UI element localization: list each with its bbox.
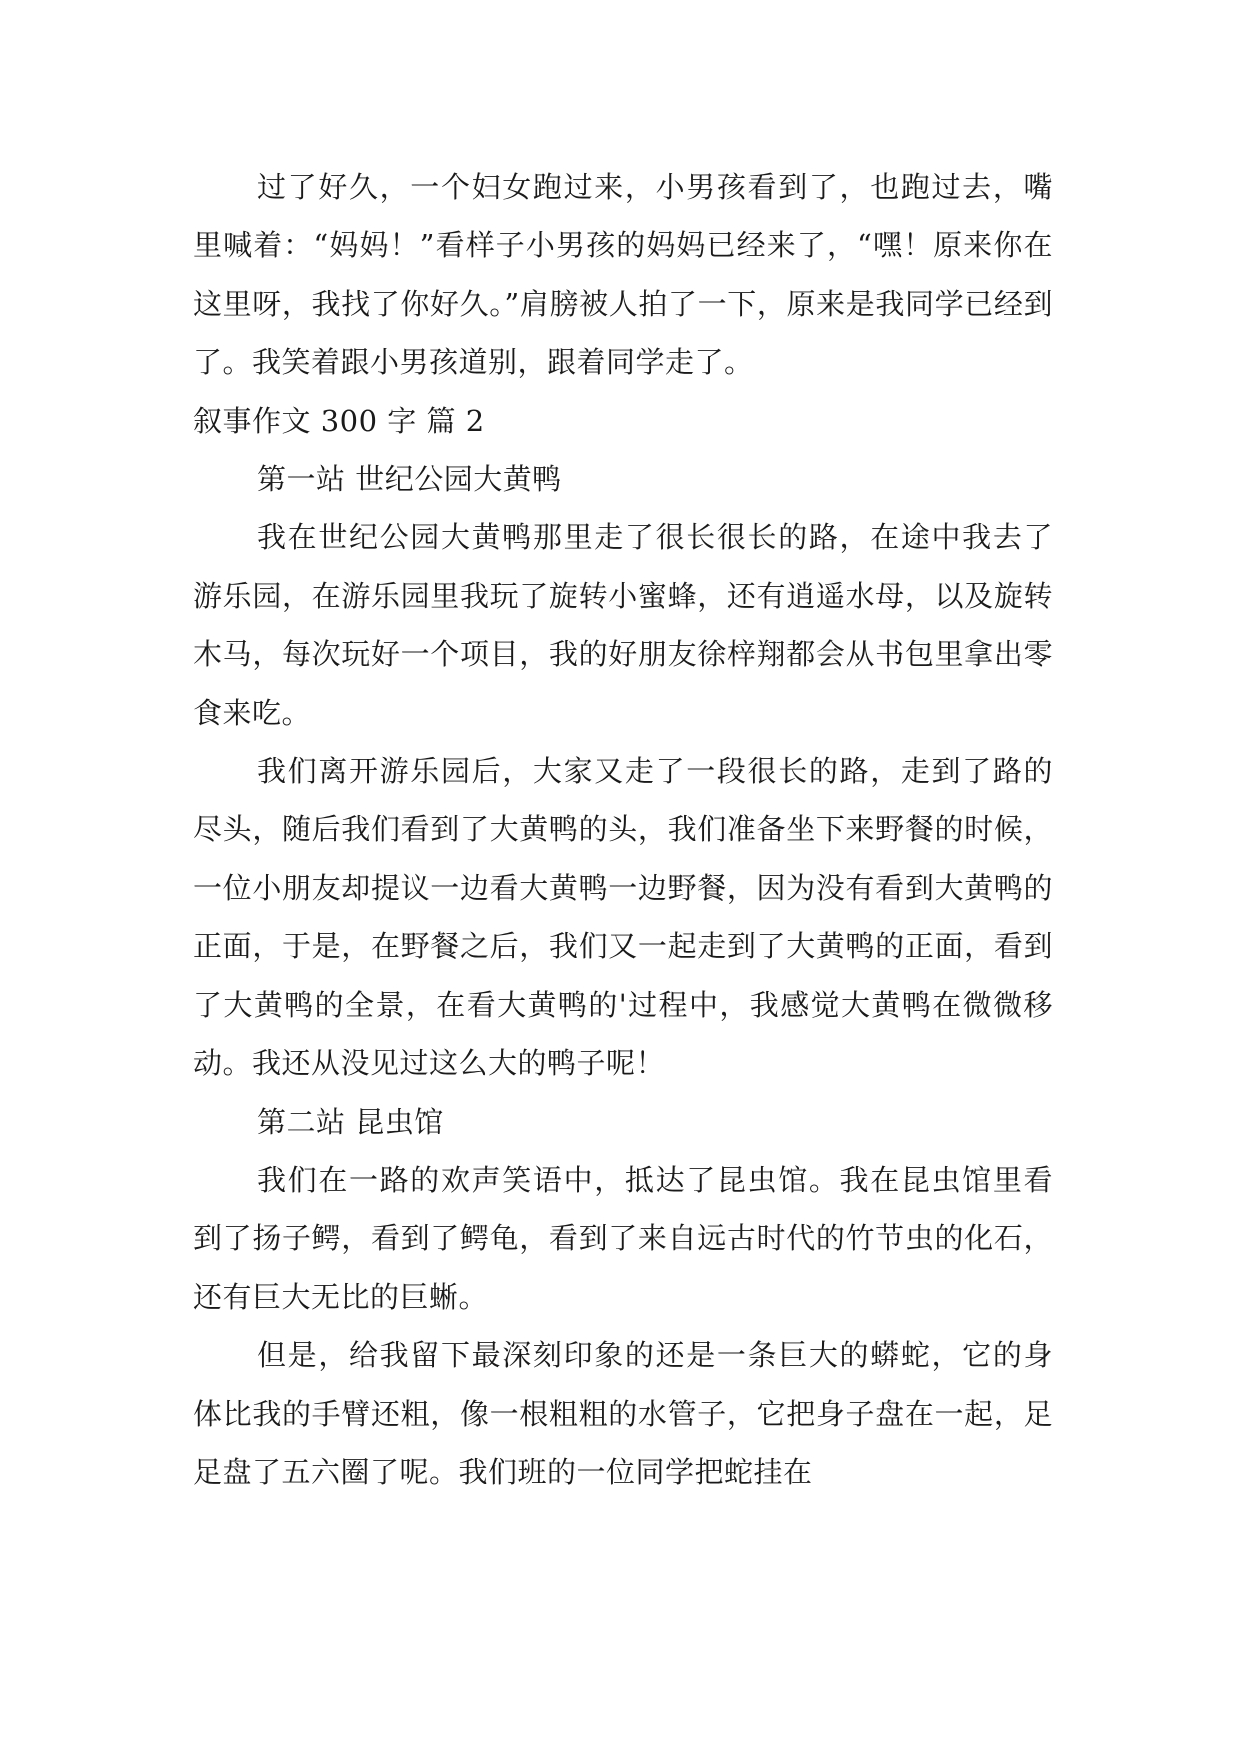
section-heading-2: 第二站 昆虫馆 xyxy=(257,1104,444,1139)
paragraph-3: 我们离开游乐园后，大家又走了一段很长的路，走到了路的尽头，随后我们看到了大黄鸭的头，我们准备坐下来野餐的时候，一位小朋友却提议一边看大黄鸭一边野餐，因为没有看到大黄鸭的正面，于是，在野餐之后，我们又一起走到了大黄鸭的正面，看到了大黄鸭的全景，在看大黄鸭的'过程中，我感觉大黄鸭在微微移动。我还从没见过这么大的鸭子呢！ xyxy=(193,754,1053,1081)
section-heading-1: 第一站 世纪公园大黄鸭 xyxy=(257,462,562,497)
paragraph-4: 我们在一路的欢声笑语中，抵达了昆虫馆。我在昆虫馆里看到了扬子鳄，看到了鳄龟，看到了来自远古时代的竹节虫的化石，还有巨大无比的巨蜥。 xyxy=(193,1162,1053,1314)
paragraph-5: 但是，给我留下最深刻印象的还是一条巨大的蟒蛇，它的身体比我的手臂还粗，像一根粗粗的水管子，它把身子盘在一起，足足盘了五六圈了呢。我们班的一位同学把蛇挂在 xyxy=(193,1338,1053,1489)
essay-heading: 叙事作文 300 字 篇 2 xyxy=(193,403,485,438)
document-body xyxy=(193,158,1053,1501)
paragraph-1: 过了好久，一个妇女跑过来，小男孩看到了，也跑过去，嘴里喊着：“妈妈！”看样子小男孩的妈妈已经来了，“嘿！原来你在这里呀，我找了你好久。”肩膀被人拍了一下，原来是我同学已经到了。我笑着跟小男孩道别，跟着同学走了。 xyxy=(193,170,1053,380)
paragraph-2: 我在世纪公园大黄鸭那里走了很长很长的路，在途中我去了游乐园，在游乐园里我玩了旋转小蜜蜂，还有逍遥水母，以及旋转木马，每次玩好一个项目，我的好朋友徐梓翔都会从书包里拿出零食来吃。 xyxy=(193,520,1053,730)
